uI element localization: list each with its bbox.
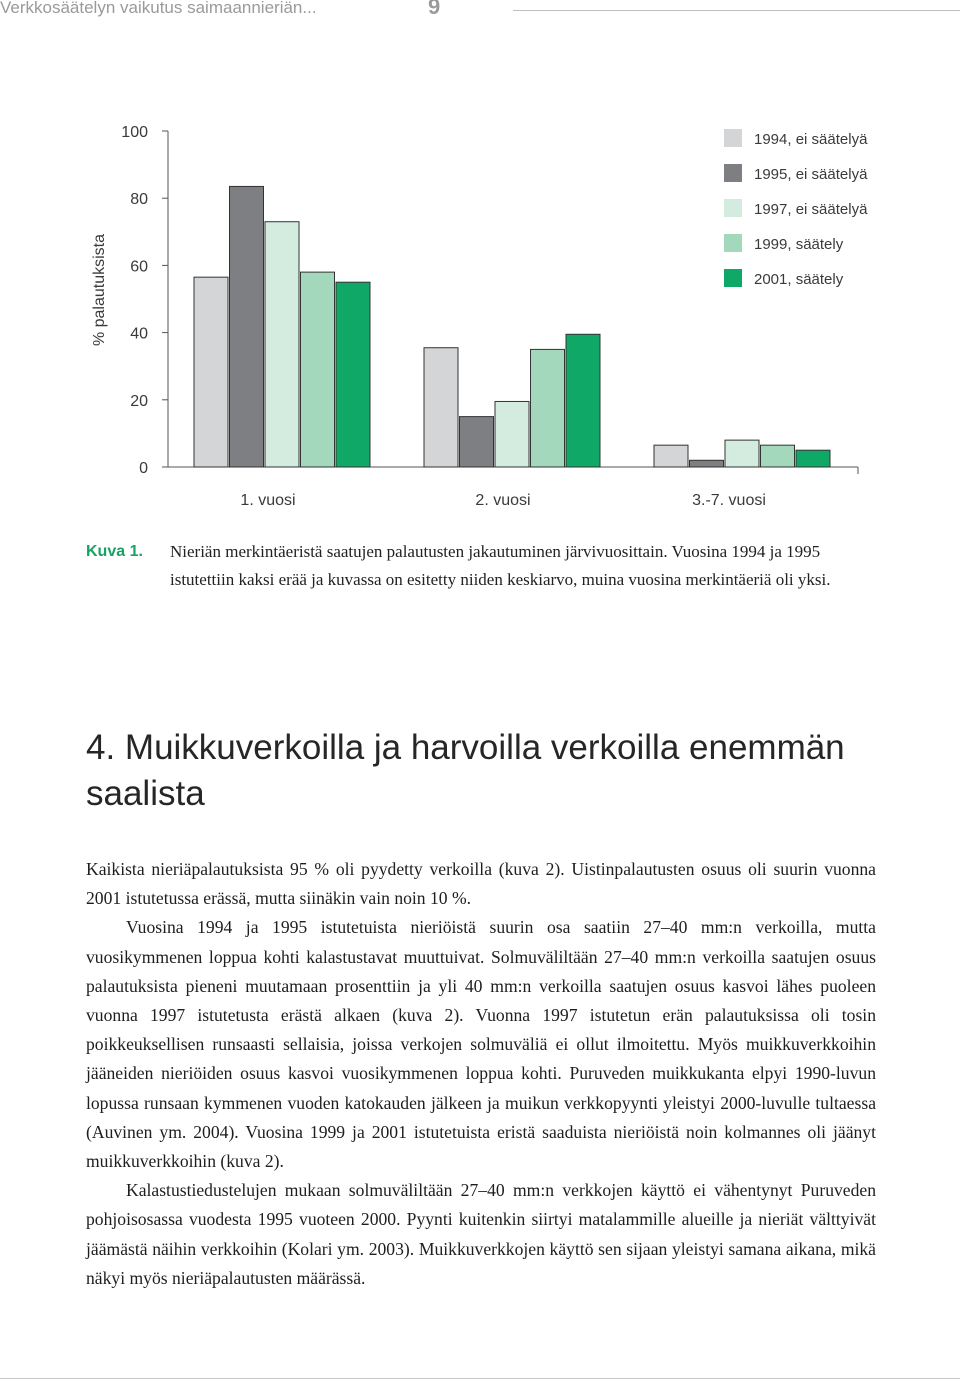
y-axis-label: % palautuksista — [91, 233, 108, 347]
y-tick-label: 0 — [139, 460, 148, 477]
running-title: Verkkosäätelyn vaikutus saimaannieriän... — [0, 0, 317, 17]
paragraph-2: Vuosina 1994 ja 1995 istutetuista nieriöistä suurin osa saatiin 27–40 mm:n verkoilla, mutta vuosikymmenen loppua kohti kalastustavat muuttuivat. Solmuväliltään 27–40 mm:n verkoilla saatujen osuus palautuksista pieneni muutamaan prosenttiin ja yli 40 mm:n verkoilla saatujen osuus kasvoi lähes puoleen vuonna 1997 istutetusta erästä alkaen (kuva 2). Vuonna 1997 istutetun erän palautuksissa oli tosin poikkeuksellisen runsaasti sellaisia, joissa verkojen solmuväliä ei ollut ilmoitettu. Myös muikkuverkkoihin jääneiden nieriöiden osuus kasvoi vuosikymmenen loppua kohti. Puruveden muikkukanta elpyi 1990-luvun lopussa runsaan kymmenen vuoden katokauden jälkeen ja muikun verkkopyynti yleistyi 2000-luvulle tultaessa (Auvinen ym. 2004). Vuosina 1999 ja 2001 istutetuista eristä saaduista nieriöistä noin kolmannes oli jäänyt muikkuverkkoihin (kuva 2). — [86, 917, 876, 1172]
legend-label: 1997, ei säätelyä — [754, 201, 868, 218]
body-text — [86, 855, 876, 1293]
legend-swatch — [724, 269, 742, 287]
y-tick-label: 20 — [130, 392, 148, 410]
bar — [654, 445, 688, 467]
legend-label: 1994, ei säätelyä — [754, 131, 868, 148]
bar — [336, 282, 370, 467]
y-tick-label: 80 — [130, 191, 148, 209]
bar — [424, 348, 458, 467]
legend-swatch — [724, 234, 742, 252]
bar — [301, 272, 335, 467]
legend-label: 2001, säätely — [754, 271, 844, 288]
legend-swatch — [724, 164, 742, 182]
caption-text: Nieriän merkintäeristä saatujen palautusten jakautuminen järvivuosittain. Vuosina 1994 ja 1995 istutettiin kaksi erää ja kuvassa on esitetty niiden keskiarvo, muina vuosina merkintäeriä oli yksi. — [170, 542, 831, 589]
page-number: 9 — [428, 0, 441, 19]
figure-1-bar-chart — [0, 0, 960, 525]
bar — [690, 460, 724, 467]
legend-label: 1995, ei säätelyä — [754, 166, 868, 183]
section-heading: 4. Muikkuverkoilla ja harvoilla verkoilla enemmän saalista — [86, 728, 845, 813]
bar — [265, 222, 299, 467]
bar — [566, 334, 600, 467]
x-tick-label: 3.-7. vuosi — [692, 492, 766, 509]
x-tick-label: 2. vuosi — [475, 492, 531, 509]
legend-label: 1999, säätely — [754, 236, 844, 253]
bar — [796, 450, 830, 467]
paragraph-3: Kalastustiedustelujen mukaan solmuväliltään 27–40 mm:n verkkojen käyttö ei vähentynyt Puruveden pohjoisosassa vuodesta 1995 vuoteen 2000. Pyynti kuitenkin siirtyi matalammille alueille ja nieriät välttyivät jäämästä näihin verkkoihin (Kolari ym. 2003). Muikkuverkkojen käyttö sen sijaan yleistyi samana aikana, mikä näkyi myös nieriäpalautusten määrässä. — [86, 1180, 876, 1288]
bar — [725, 440, 759, 467]
y-tick-label: 100 — [121, 124, 148, 141]
legend-swatch — [724, 129, 742, 147]
bar — [495, 401, 529, 467]
bar — [230, 186, 264, 467]
y-tick-label: 60 — [130, 258, 148, 276]
bar — [460, 417, 494, 467]
caption-label: Kuva 1. — [86, 543, 143, 560]
bar — [194, 277, 228, 467]
bar — [761, 445, 795, 467]
footer-rule — [0, 1378, 960, 1379]
legend-swatch — [724, 199, 742, 217]
paragraph-1: Kaikista nieriäpalautuksista 95 % oli pyydetty verkoilla (kuva 2). Uistinpalautusten osuus oli suurin vuonna 2001 istutetussa erässä, mutta siinäkin vain noin 10 %. — [86, 859, 876, 909]
y-tick-label: 40 — [130, 325, 148, 343]
x-tick-label: 1. vuosi — [240, 492, 296, 509]
bar — [531, 349, 565, 467]
